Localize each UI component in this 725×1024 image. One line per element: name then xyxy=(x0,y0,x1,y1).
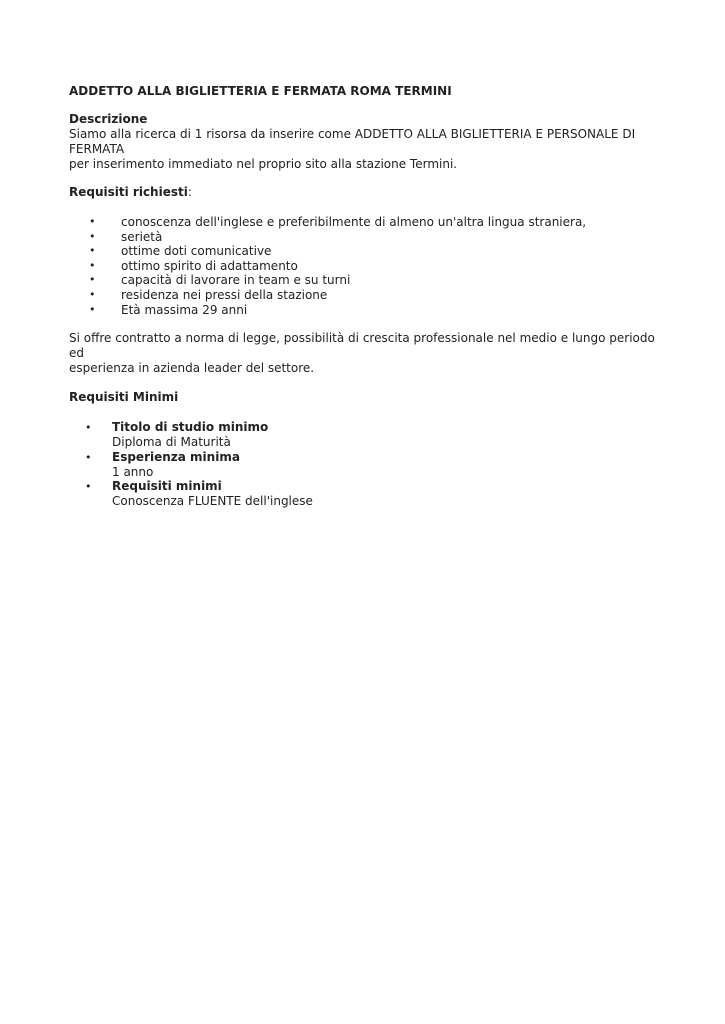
list-item xyxy=(69,479,669,509)
bullet-icon: • xyxy=(85,421,92,435)
minimum-value: Conoscenza FLUENTE dell'inglese xyxy=(112,494,313,509)
description-section xyxy=(69,112,669,172)
bullet-icon: • xyxy=(89,229,96,243)
list-item xyxy=(69,303,669,318)
list-item xyxy=(69,288,669,303)
document-body xyxy=(69,84,669,509)
minimum-label: Titolo di studio minimo xyxy=(112,420,269,435)
offer-line-2: esperienza in azienda leader del settore. xyxy=(69,361,315,376)
list-item xyxy=(69,244,669,259)
requirements-heading: Requisiti richiesti xyxy=(69,185,188,199)
list-item xyxy=(69,259,669,274)
bullet-icon: • xyxy=(89,258,96,272)
list-item xyxy=(69,450,669,480)
minimum-requirements-heading: Requisiti Minimi xyxy=(69,390,179,405)
bullet-icon: • xyxy=(89,215,96,228)
requirements-section xyxy=(69,185,669,317)
minimum-requirements-section xyxy=(69,390,669,509)
list-item xyxy=(69,420,669,450)
description-heading: Descrizione xyxy=(69,112,148,126)
minimum-value: 1 anno xyxy=(112,464,154,479)
bullet-icon: • xyxy=(89,244,96,258)
list-item xyxy=(69,273,669,288)
bullet-icon: • xyxy=(85,480,92,494)
list-item xyxy=(69,230,669,245)
requirement-text: ottimo spirito di adattamento xyxy=(121,258,298,273)
offer-line-1: Si offre contratto a norma di legge, possibilità di crescita professionale nel medio e lungo periodo ed xyxy=(69,331,655,361)
minimum-label: Esperienza minima xyxy=(112,449,240,464)
minimum-value: Diploma di Maturità xyxy=(112,435,231,450)
offer-section xyxy=(69,331,669,376)
requirements-heading-colon: : xyxy=(187,185,192,199)
requirement-text: residenza nei pressi della stazione xyxy=(121,287,328,302)
requirement-text: serietà xyxy=(121,229,163,244)
description-line-2: per inserimento immediato nel proprio sito alla stazione Termini. xyxy=(69,157,458,171)
minimum-label: Requisiti minimi xyxy=(112,479,222,494)
document-title: ADDETTO ALLA BIGLIETTERIA E FERMATA ROMA TERMINI xyxy=(69,84,452,98)
requirements-list xyxy=(69,215,669,317)
requirements-heading-line xyxy=(69,185,669,200)
minimum-requirements-list xyxy=(69,420,669,509)
list-item xyxy=(69,215,669,230)
bullet-icon: • xyxy=(89,287,96,301)
requirement-text: capacità di lavorare in team e su turni xyxy=(121,273,351,288)
requirement-text: Età massima 29 anni xyxy=(121,302,248,317)
bullet-icon: • xyxy=(85,450,92,464)
bullet-icon: • xyxy=(89,302,96,316)
requirement-text: ottime doti comunicative xyxy=(121,244,272,259)
requirement-text: conoscenza dell'inglese e preferibilmente di almeno un'altra lingua straniera, xyxy=(121,215,587,229)
bullet-icon: • xyxy=(89,273,96,287)
description-line-1: Siamo alla ricerca di 1 risorsa da inserire come ADDETTO ALLA BIGLIETTERIA E PERSONALE DI FERMATA xyxy=(69,127,636,156)
